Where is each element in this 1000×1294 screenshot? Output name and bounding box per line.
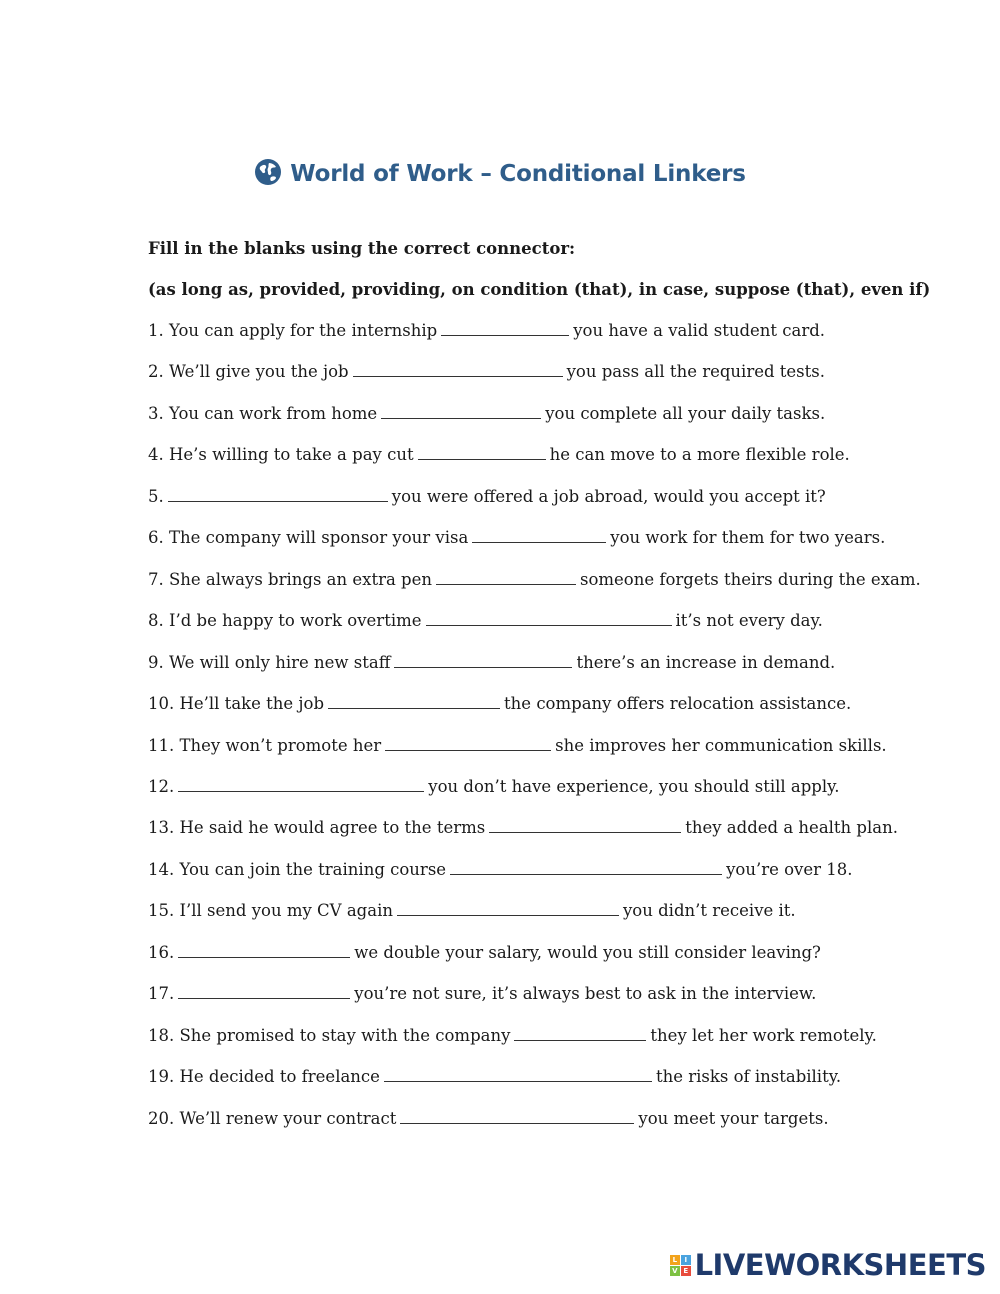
- question-text-before: 3. You can work from home: [148, 403, 378, 423]
- question-text-after: you don’t have experience, you should still apply.: [428, 776, 840, 796]
- question-row: [148, 1066, 841, 1088]
- question-text-after: you didn’t receive it.: [622, 901, 796, 921]
- logo-text: LIVEWORKSHEETS: [694, 1248, 986, 1282]
- question-row: [148, 1025, 877, 1047]
- question-row: [148, 403, 825, 425]
- question-text-after: you’re not sure, it’s always best to ask in the interview.: [354, 984, 817, 1004]
- question-text-after: there’s an increase in demand.: [576, 652, 836, 672]
- question-text-before: 20. We’ll renew your contract: [148, 1108, 397, 1128]
- question-row: [148, 859, 852, 881]
- question-text-before: 4. He’s willing to take a pay cut: [148, 445, 414, 465]
- logo-mark-letter: I: [681, 1255, 691, 1265]
- question-text-before: 16.: [148, 942, 175, 962]
- question-text-after: someone forgets theirs during the exam.: [580, 569, 921, 589]
- question-text-before: 8. I’d be happy to work overtime: [148, 611, 422, 631]
- question-row: [148, 527, 885, 549]
- question-text-after: you meet your targets.: [638, 1108, 829, 1128]
- connector-list: (as long as, provided, providing, on condition (that), in case, suppose (that), even if): [148, 280, 931, 299]
- question-row: [148, 900, 796, 922]
- question-row: [148, 486, 826, 508]
- question-row: [148, 693, 851, 715]
- question-text-before: 1. You can apply for the internship: [148, 321, 438, 340]
- answer-blank[interactable]: [436, 570, 576, 585]
- question-text-before: 11. They won’t promote her: [148, 735, 382, 755]
- answer-blank[interactable]: [328, 694, 500, 709]
- answer-blank[interactable]: [178, 777, 424, 792]
- answer-blank[interactable]: [385, 736, 551, 751]
- question-text-before: 2. We’ll give you the job: [148, 362, 349, 382]
- logo-mark-icon: [670, 1255, 691, 1276]
- question-text-after: the company offers relocation assistance.: [504, 694, 852, 714]
- question-text-before: 17.: [148, 984, 175, 1004]
- answer-blank[interactable]: [514, 1026, 646, 1041]
- answer-blank[interactable]: [472, 528, 606, 543]
- logo-mark-letter: L: [670, 1255, 680, 1265]
- question-text-before: 10. He’ll take the job: [148, 694, 325, 714]
- answer-blank[interactable]: [178, 984, 350, 999]
- instruction-text: Fill in the blanks using the correct connector:: [148, 239, 576, 258]
- answer-blank[interactable]: [381, 404, 541, 419]
- question-row: [148, 817, 898, 839]
- question-text-after: you were offered a job abroad, would you accept it?: [391, 486, 826, 506]
- page-title: [0, 158, 1000, 187]
- question-text-after: you complete all your daily tasks.: [545, 403, 826, 423]
- question-text-before: 7. She always brings an extra pen: [148, 569, 432, 589]
- question-row: [148, 361, 825, 383]
- question-row: [148, 735, 887, 757]
- question-text-before: 13. He said he would agree to the terms: [148, 818, 486, 838]
- logo-mark-letter: V: [670, 1266, 680, 1276]
- question-row: [148, 776, 840, 798]
- question-text-before: 15. I’ll send you my CV again: [148, 901, 393, 921]
- answer-blank[interactable]: [450, 860, 722, 875]
- question-text-after: the risks of instability.: [655, 1067, 842, 1087]
- question-text-after: she improves her communication skills.: [555, 735, 887, 755]
- question-row: [148, 444, 850, 466]
- question-text-after: you’re over 18.: [726, 859, 853, 879]
- question-row: [148, 569, 921, 591]
- answer-blank[interactable]: [397, 901, 619, 916]
- question-text-after: you work for them for two years.: [610, 528, 886, 548]
- question-text-before: 9. We will only hire new staff: [148, 652, 391, 672]
- question-text-after: they let her work remotely.: [650, 1025, 877, 1045]
- question-row: [148, 320, 825, 342]
- question-text-before: 6. The company will sponsor your visa: [148, 528, 469, 548]
- logo-mark-letter: E: [681, 1266, 691, 1276]
- question-text-after: we double your salary, would you still consider leaving?: [354, 942, 821, 962]
- question-text-before: 12.: [148, 776, 175, 796]
- answer-blank[interactable]: [178, 943, 350, 958]
- question-row: [148, 610, 823, 632]
- answer-blank[interactable]: [353, 362, 563, 377]
- question-text-after: you have a valid student card.: [573, 321, 826, 340]
- globe-icon: [254, 158, 282, 186]
- answer-blank[interactable]: [426, 611, 672, 626]
- question-text-before: 18. She promised to stay with the company: [148, 1025, 511, 1045]
- answer-blank[interactable]: [168, 487, 388, 502]
- question-text-before: 14. You can join the training course: [148, 859, 447, 879]
- question-text-before: 19. He decided to freelance: [148, 1067, 380, 1087]
- question-text-after: it’s not every day.: [675, 611, 823, 631]
- question-row: [148, 652, 835, 674]
- liveworksheets-logo: [670, 1248, 986, 1282]
- answer-blank[interactable]: [489, 818, 681, 833]
- question-text-after: he can move to a more flexible role.: [549, 445, 850, 465]
- answer-blank[interactable]: [441, 321, 569, 336]
- answer-blank[interactable]: [394, 653, 572, 668]
- answer-blank[interactable]: [384, 1067, 652, 1082]
- question-text-after: they added a health plan.: [685, 818, 898, 838]
- question-row: [148, 983, 816, 1005]
- page-title-text: World of Work – Conditional Linkers: [290, 161, 746, 187]
- question-row: [148, 942, 821, 964]
- answer-blank[interactable]: [418, 445, 546, 460]
- question-text-before: 5.: [148, 486, 164, 506]
- answer-blank[interactable]: [400, 1109, 634, 1124]
- question-row: [148, 1108, 829, 1130]
- question-text-after: you pass all the required tests.: [566, 362, 825, 382]
